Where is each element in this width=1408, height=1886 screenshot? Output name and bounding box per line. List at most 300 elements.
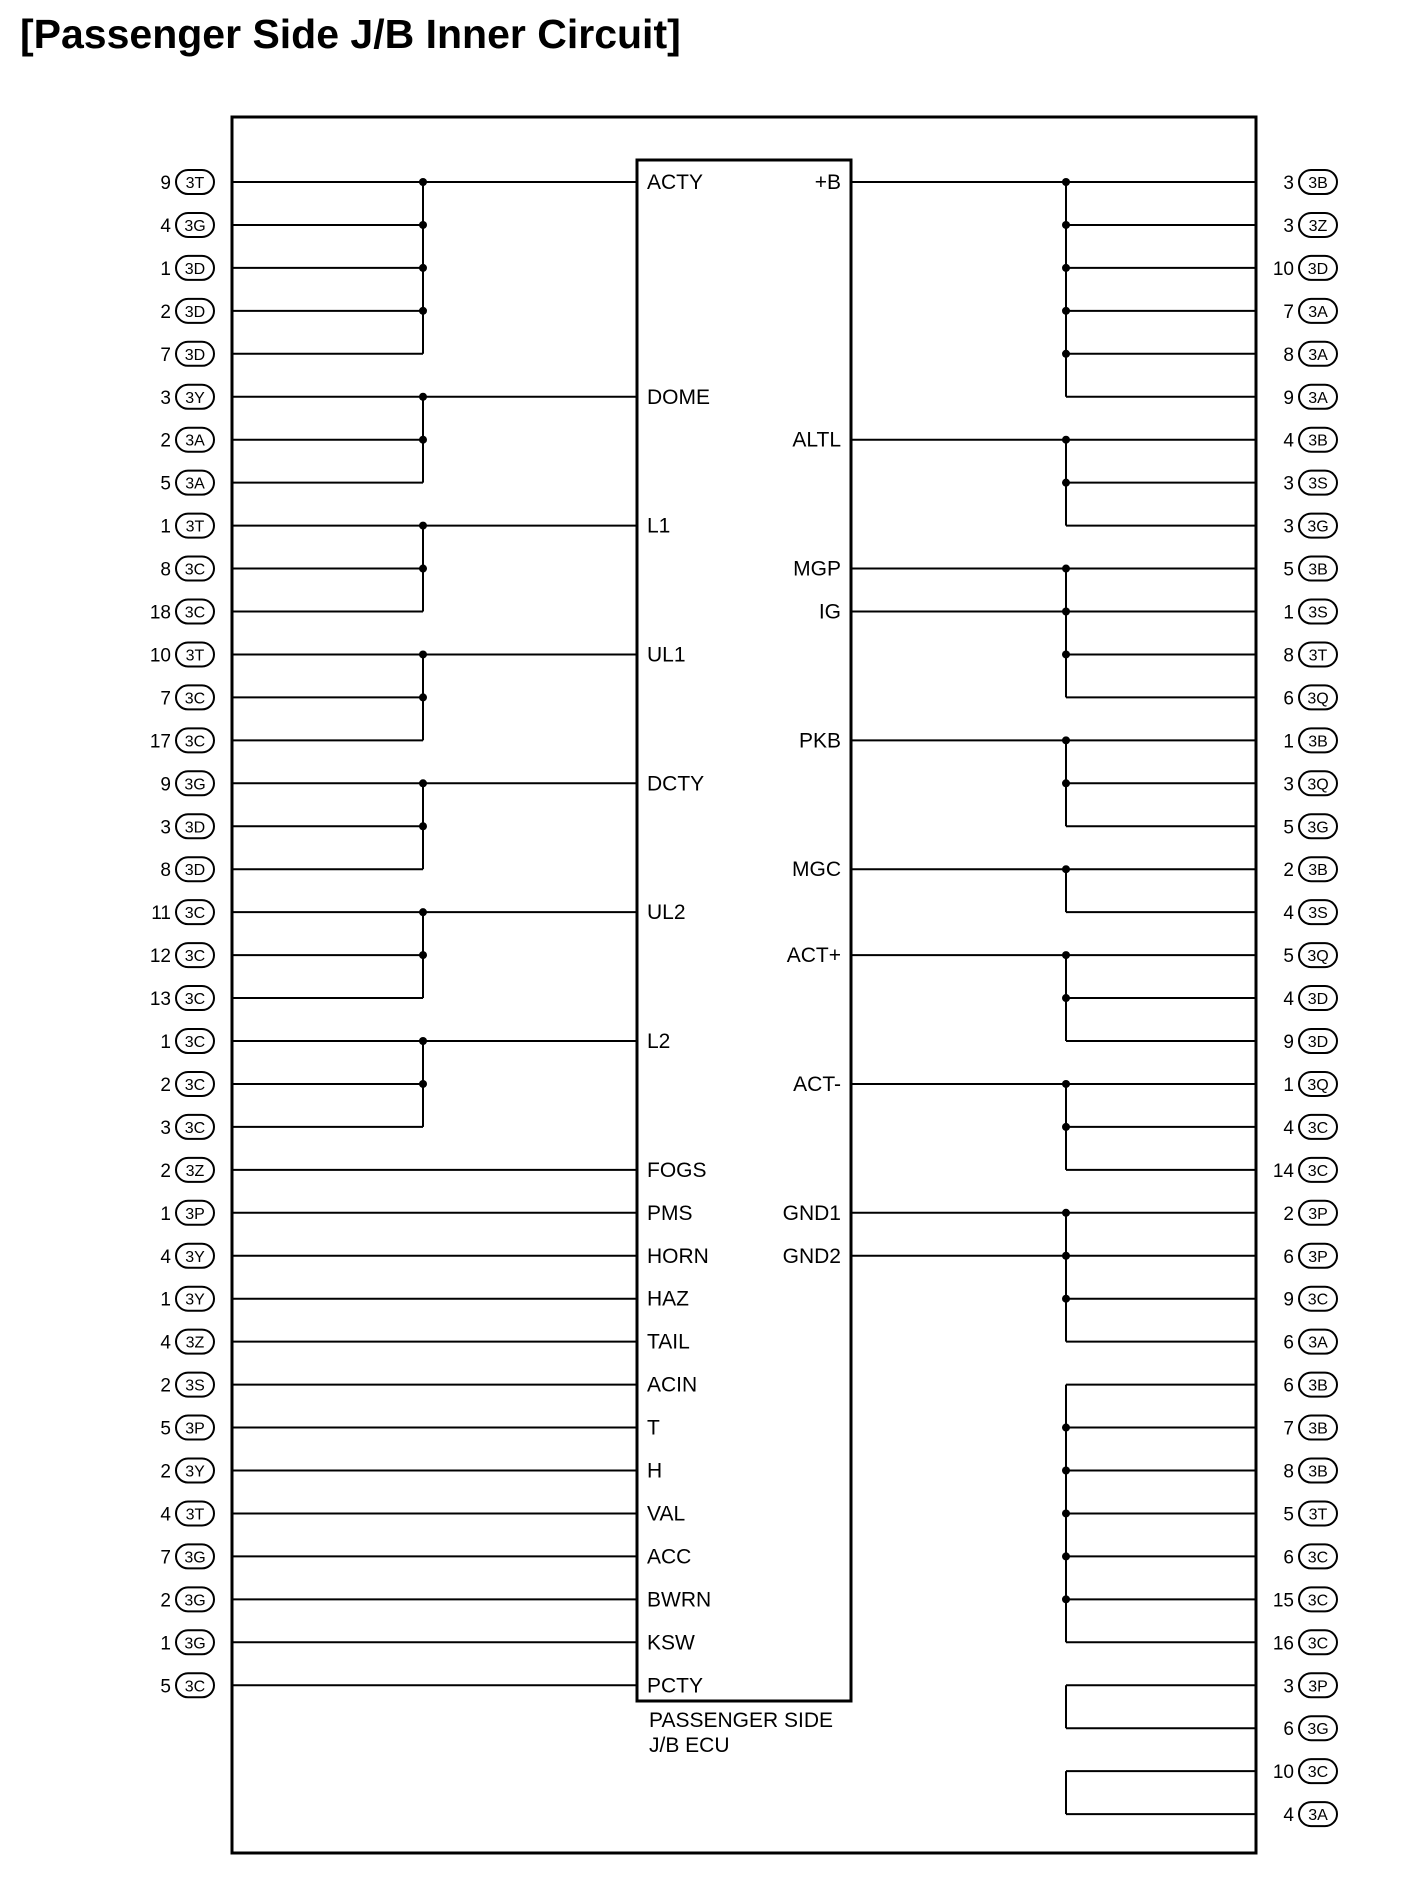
ecu-pin-label: MGC: [792, 858, 841, 882]
connector-code: 3B: [1308, 561, 1328, 579]
right-terminal: [1283, 514, 1337, 538]
left-terminal: [160, 1244, 214, 1268]
terminal-pin-number: 3: [1283, 173, 1294, 194]
left-terminal: [160, 471, 214, 495]
left-terminal: [160, 857, 214, 881]
splice-dot: [1062, 779, 1070, 787]
terminal-pin-number: 5: [160, 1676, 171, 1698]
left-terminal: [160, 1544, 214, 1568]
left-terminal: [160, 1201, 214, 1225]
splice-dot: [1062, 1509, 1070, 1517]
right-terminal: [1283, 1416, 1337, 1440]
left-terminal: [150, 728, 214, 752]
terminal-pin-number: 7: [1283, 301, 1294, 323]
connector-code: 3S: [1308, 905, 1328, 923]
splice-dot: [419, 565, 427, 573]
connector-code: 3D: [184, 303, 206, 321]
terminal-pin-number: 8: [1283, 1461, 1294, 1483]
terminal-pin-number: 1: [160, 1032, 171, 1053]
right-terminal: [1283, 1501, 1337, 1525]
splice-dot: [1062, 350, 1070, 358]
terminal-pin-number: 3: [1283, 516, 1294, 538]
left-terminal: [160, 1501, 214, 1525]
splice-dot: [419, 951, 427, 959]
connector-code: 3G: [1307, 518, 1329, 536]
ecu-pin-label: ACT+: [786, 944, 841, 968]
terminal-pin-number: 3: [1283, 473, 1294, 495]
left-terminal: [160, 428, 214, 452]
connector-code: 3C: [184, 991, 206, 1009]
left-terminal: [150, 986, 214, 1010]
ecu-pin-label: GND2: [782, 1244, 841, 1268]
splice-dot: [1062, 1295, 1070, 1303]
connector-code: 3C: [1307, 1635, 1329, 1653]
right-terminal: [1283, 685, 1337, 709]
splice-dot: [419, 693, 427, 701]
ecu-pin-label: BWRN: [647, 1588, 712, 1612]
connector-code: 3B: [1308, 1420, 1328, 1438]
terminal-pin-number: 7: [160, 1547, 171, 1569]
terminal-pin-number: 10: [149, 645, 171, 667]
terminal-pin-number: 5: [160, 473, 171, 495]
connector-code: 3C: [1307, 1119, 1329, 1137]
left-terminal: [160, 1158, 214, 1182]
right-terminal: [1273, 1587, 1337, 1611]
splice-dot: [419, 178, 427, 186]
connector-code: 3C: [184, 948, 206, 966]
right-terminal: [1283, 1330, 1337, 1354]
connector-code: 3C: [1307, 1291, 1329, 1309]
ecu-pin-label: L2: [647, 1030, 671, 1053]
splice-dot: [1062, 1123, 1070, 1131]
terminal-pin-number: 8: [160, 860, 171, 882]
left-terminal: [160, 557, 214, 581]
splice-dot: [419, 822, 427, 830]
splice-dot: [1062, 994, 1070, 1002]
terminal-pin-number: 11: [151, 903, 171, 925]
right-terminal: [1283, 600, 1337, 624]
connector-code: 3Q: [1307, 690, 1329, 708]
connector-code: 3G: [1307, 819, 1329, 837]
left-terminal: [160, 514, 214, 538]
splice-dot: [419, 779, 427, 787]
connector-code: 3A: [1308, 303, 1328, 321]
left-terminal: [160, 771, 214, 795]
splice-dot: [1062, 1424, 1070, 1432]
connector-code: 3C: [1307, 1549, 1329, 1567]
splice-dot: [1062, 951, 1070, 959]
ecu-pin-label: H: [647, 1459, 663, 1483]
left-terminal: [151, 900, 214, 924]
connector-code: 3B: [1308, 733, 1328, 751]
wiring-layer: [232, 178, 1256, 1814]
ecu-pin-label: FOGS: [647, 1158, 707, 1182]
connector-code: 3T: [185, 518, 205, 536]
left-terminal: [160, 342, 214, 366]
connector-code: 3T: [1308, 1506, 1328, 1524]
left-terminal: [160, 1459, 214, 1483]
left-terminal: [160, 1029, 214, 1053]
connector-code: 3G: [184, 1592, 206, 1610]
splice-dot: [419, 393, 427, 401]
left-terminal: [160, 1115, 214, 1139]
connector-code: 3Y: [185, 1463, 205, 1481]
right-terminal: [1283, 170, 1337, 194]
connector-code: 3C: [184, 561, 206, 579]
terminal-pin-number: 14: [1272, 1160, 1294, 1182]
terminal-pin-number: 2: [160, 430, 171, 452]
ecu-pin-label: MGP: [793, 557, 841, 581]
right-terminal: [1283, 900, 1337, 924]
splice-dot: [1062, 1209, 1070, 1217]
terminal-pin-number: 1: [160, 1633, 171, 1655]
terminal-pin-number: 4: [160, 215, 171, 237]
left-terminal: [160, 814, 214, 838]
ecu-pin-label: ALTL: [792, 428, 841, 452]
connector-code: 3A: [185, 432, 205, 450]
terminal-pin-number: 4: [1283, 903, 1294, 925]
terminal-pin-number: 6: [1283, 1547, 1294, 1569]
right-terminal: [1283, 1287, 1337, 1311]
connector-code: 3Q: [1307, 776, 1329, 794]
connector-code: 3D: [184, 819, 206, 837]
splice-dot: [1062, 264, 1070, 272]
terminal-pin-number: 3: [1283, 215, 1294, 237]
terminal-pin-number: 4: [1283, 1117, 1294, 1139]
ecu-pin-label: UL2: [647, 901, 686, 925]
right-terminal: [1283, 771, 1337, 795]
left-terminal: [160, 385, 214, 409]
connector-code: 3G: [1307, 1721, 1329, 1739]
connector-code: 3T: [185, 647, 205, 665]
connector-code: 3T: [1308, 647, 1328, 665]
right-terminal: [1283, 342, 1337, 366]
left-terminal: [160, 213, 214, 237]
connector-code: 3G: [184, 1549, 206, 1567]
left-terminal: [160, 170, 214, 194]
terminal-pin-number: 9: [1283, 1032, 1294, 1053]
ecu-pin-labels: [647, 171, 841, 1697]
left-terminal: [160, 299, 214, 323]
splice-dot: [419, 221, 427, 229]
page-title: [Passenger Side J/B Inner Circuit]: [20, 11, 681, 57]
terminal-pin-number: 2: [160, 1375, 171, 1397]
terminal-pin-number: 7: [1283, 1418, 1294, 1440]
connector-code: 3D: [1307, 1034, 1329, 1051]
right-terminal: [1283, 986, 1337, 1010]
splice-dot: [1062, 178, 1070, 186]
connector-code: 3D: [184, 346, 206, 364]
connector-code: 3Z: [1308, 217, 1328, 235]
connector-code: 3D: [1307, 991, 1329, 1009]
connector-code: 3C: [1307, 1162, 1329, 1180]
ecu-pin-label: DOME: [647, 385, 710, 409]
left-terminal: [160, 1587, 214, 1611]
terminal-pin-number: 7: [160, 688, 171, 710]
right-terminal: [1283, 471, 1337, 495]
connector-code: 3Q: [1307, 948, 1329, 966]
splice-dot: [419, 264, 427, 272]
left-terminal: [160, 1072, 214, 1096]
connector-code: 3P: [1308, 1678, 1328, 1696]
left-terminal: [160, 1287, 214, 1311]
splice-dot: [1062, 307, 1070, 315]
terminal-pin-number: 6: [1283, 1719, 1294, 1741]
connector-code: 3P: [1308, 1248, 1328, 1266]
connector-code: 3C: [1307, 1764, 1329, 1782]
ecu-pin-label: ACT-: [793, 1072, 841, 1096]
splice-dot: [1062, 436, 1070, 444]
left-terminal: [160, 1673, 214, 1697]
right-terminal: [1283, 1373, 1337, 1397]
splice-dot: [419, 1080, 427, 1088]
left-terminal: [150, 943, 214, 967]
connector-code: 3A: [1308, 389, 1328, 407]
splice-dot: [1062, 479, 1070, 487]
terminal-pin-number: 17: [149, 731, 171, 753]
terminal-pin-number: 6: [1283, 1246, 1294, 1268]
left-terminal: [160, 1416, 214, 1440]
splice-dot: [419, 1037, 427, 1045]
right-terminal: [1283, 857, 1337, 881]
connector-code: 3Z: [185, 1334, 205, 1352]
terminal-pin-number: 1: [160, 258, 171, 280]
connector-code: 3Q: [1307, 1076, 1329, 1094]
terminal-pin-number: 4: [1283, 430, 1294, 452]
connector-code: 3C: [184, 1119, 206, 1137]
terminal-pin-number: 12: [149, 946, 171, 968]
terminal-pin-number: 4: [160, 1246, 171, 1268]
terminal-pin-number: 4: [160, 1332, 171, 1354]
splice-dot: [1062, 1080, 1070, 1088]
connector-code: 3C: [184, 690, 206, 708]
right-terminal: [1273, 256, 1337, 280]
ecu-pin-label: UL1: [647, 643, 686, 667]
left-terminal-list: [150, 170, 214, 1697]
right-terminal: [1283, 728, 1337, 752]
terminal-pin-number: 3: [1283, 774, 1294, 796]
terminal-pin-number: 2: [160, 1160, 171, 1182]
left-terminal: [160, 685, 214, 709]
connector-code: 3T: [185, 175, 205, 192]
connector-code: 3C: [184, 905, 206, 923]
right-terminal: [1273, 1630, 1337, 1654]
connector-code: 3C: [184, 1034, 206, 1051]
connector-code: 3P: [1308, 1205, 1328, 1223]
right-terminal: [1283, 1072, 1337, 1096]
terminal-pin-number: 1: [160, 1203, 171, 1225]
terminal-pin-number: 5: [1283, 1504, 1294, 1526]
right-terminal: [1283, 1673, 1337, 1697]
ecu-pin-label: HORN: [647, 1244, 709, 1268]
splice-dot: [1062, 1552, 1070, 1560]
terminal-pin-number: 8: [160, 559, 171, 581]
right-terminal: [1283, 1459, 1337, 1483]
left-terminal: [160, 256, 214, 280]
terminal-pin-number: 6: [1283, 688, 1294, 710]
connector-code: 3C: [184, 733, 206, 751]
terminal-pin-number: 1: [1283, 1074, 1294, 1096]
ecu-pin-label: GND1: [782, 1201, 841, 1225]
terminal-pin-number: 16: [1272, 1633, 1294, 1655]
terminal-pin-number: 2: [160, 1461, 171, 1483]
terminal-pin-number: 3: [1283, 1676, 1294, 1698]
connector-code: 3C: [184, 604, 206, 622]
connector-code: 3B: [1308, 432, 1328, 450]
connector-code: 3D: [184, 260, 206, 278]
connector-code: 3A: [1308, 346, 1328, 364]
ecu-pin-label: PCTY: [647, 1674, 704, 1698]
connector-code: 3D: [184, 862, 206, 880]
splice-dot: [419, 522, 427, 530]
right-terminal: [1283, 1244, 1337, 1268]
connector-code: 3Y: [185, 389, 205, 407]
ecu-pin-label: TAIL: [647, 1330, 690, 1354]
connector-code: 3Y: [185, 1248, 205, 1266]
connector-code: 3C: [1307, 1592, 1329, 1610]
left-terminal: [160, 1630, 214, 1654]
connector-code: 3D: [1307, 260, 1329, 278]
connector-code: 3A: [185, 475, 205, 493]
right-terminal: [1273, 1759, 1337, 1783]
ecu-name-line2: J/B ECU: [649, 1734, 730, 1757]
terminal-pin-number: 5: [160, 1418, 171, 1440]
ecu-pin-label: ACTY: [647, 171, 704, 194]
splice-dot: [1062, 221, 1070, 229]
connector-code: 3B: [1308, 862, 1328, 880]
splice-dot: [1062, 608, 1070, 616]
ecu-pin-label: VAL: [647, 1502, 686, 1526]
ecu-pin-label: PMS: [647, 1201, 693, 1225]
ecu-name-line1: PASSENGER SIDE: [649, 1709, 833, 1732]
terminal-pin-number: 2: [160, 301, 171, 323]
terminal-pin-number: 3: [160, 817, 171, 839]
terminal-pin-number: 1: [1283, 602, 1294, 624]
ecu-pin-label: IG: [818, 600, 841, 624]
terminal-pin-number: 2: [1283, 1203, 1294, 1225]
terminal-pin-number: 6: [1283, 1375, 1294, 1397]
terminal-pin-number: 5: [1283, 946, 1294, 968]
right-terminal: [1283, 642, 1337, 666]
terminal-pin-number: 5: [1283, 559, 1294, 581]
connector-code: 3P: [185, 1205, 205, 1223]
splice-dot: [1062, 650, 1070, 658]
ecu-pin-label: ACIN: [647, 1373, 698, 1397]
connector-code: 3S: [1308, 475, 1328, 493]
terminal-pin-number: 3: [160, 1117, 171, 1139]
right-terminal: [1283, 385, 1337, 409]
terminal-pin-number: 8: [1283, 645, 1294, 667]
left-terminal: [150, 600, 214, 624]
terminal-pin-number: 9: [1283, 387, 1294, 409]
terminal-pin-number: 13: [149, 989, 171, 1011]
terminal-pin-number: 9: [1283, 1289, 1294, 1311]
right-terminal: [1283, 213, 1337, 237]
connector-code: 3Y: [185, 1291, 205, 1309]
splice-dot: [419, 650, 427, 658]
splice-dot: [419, 307, 427, 315]
right-terminal: [1283, 1115, 1337, 1139]
terminal-pin-number: 3: [160, 387, 171, 409]
ecu-pin-label: DCTY: [647, 772, 705, 796]
terminal-pin-number: 1: [1283, 731, 1294, 753]
terminal-pin-number: 7: [160, 344, 171, 366]
left-terminal: [160, 1373, 214, 1397]
right-terminal: [1273, 1158, 1337, 1182]
terminal-pin-number: 6: [1283, 1332, 1294, 1354]
connector-code: 3B: [1308, 175, 1328, 192]
left-terminal: [150, 642, 214, 666]
splice-dot: [1062, 1467, 1070, 1475]
right-terminal-list: [1273, 170, 1337, 1826]
ecu-pin-label: HAZ: [647, 1287, 689, 1311]
terminal-pin-number: 9: [160, 173, 171, 194]
connector-code: 3S: [185, 1377, 205, 1395]
ecu-pin-label: ACC: [647, 1545, 692, 1569]
ecu-pin-label: +B: [814, 171, 841, 194]
terminal-pin-number: 10: [1272, 1762, 1294, 1784]
ecu-pin-label: L1: [647, 514, 671, 538]
terminal-pin-number: 1: [160, 516, 171, 538]
connector-code: 3B: [1308, 1377, 1328, 1395]
terminal-pin-number: 1: [160, 1289, 171, 1311]
connector-code: 3G: [184, 1635, 206, 1653]
connector-code: 3P: [185, 1420, 205, 1438]
right-terminal: [1283, 1544, 1337, 1568]
right-terminal: [1283, 428, 1337, 452]
connector-code: 3S: [1308, 604, 1328, 622]
splice-dot: [419, 908, 427, 916]
ecu-pin-label: T: [647, 1416, 660, 1440]
terminal-pin-number: 4: [160, 1504, 171, 1526]
terminal-pin-number: 10: [1272, 258, 1294, 280]
left-terminal: [160, 1330, 214, 1354]
right-terminal: [1283, 299, 1337, 323]
splice-dot: [1062, 865, 1070, 873]
right-terminal: [1283, 1201, 1337, 1225]
right-terminal: [1283, 1029, 1337, 1053]
right-terminal: [1283, 943, 1337, 967]
terminal-pin-number: 8: [1283, 344, 1294, 366]
splice-dot: [419, 436, 427, 444]
right-terminal: [1283, 814, 1337, 838]
terminal-pin-number: 2: [160, 1074, 171, 1096]
ecu-pin-label: KSW: [647, 1631, 695, 1655]
right-terminal: [1283, 1802, 1337, 1826]
terminal-pin-number: 9: [160, 774, 171, 796]
connector-code: 3B: [1308, 1463, 1328, 1481]
connector-code: 3Z: [185, 1162, 205, 1180]
splice-dot: [1062, 565, 1070, 573]
terminal-pin-number: 15: [1272, 1590, 1294, 1612]
splice-dot: [1062, 1252, 1070, 1260]
right-terminal: [1283, 557, 1337, 581]
junction-block-outline: [232, 117, 1256, 1853]
terminal-pin-number: 5: [1283, 817, 1294, 839]
splice-dot: [1062, 736, 1070, 744]
terminal-pin-number: 4: [1283, 989, 1294, 1011]
connector-code: 3C: [184, 1678, 206, 1696]
terminal-pin-number: 2: [160, 1590, 171, 1612]
connector-code: 3A: [1308, 1807, 1328, 1825]
terminal-pin-number: 2: [1283, 860, 1294, 882]
splice-dot: [1062, 1595, 1070, 1603]
connector-code: 3G: [184, 776, 206, 794]
connector-code: 3A: [1308, 1334, 1328, 1352]
terminal-pin-number: 4: [1283, 1805, 1294, 1827]
connector-code: 3G: [184, 217, 206, 235]
connector-code: 3T: [185, 1506, 205, 1524]
